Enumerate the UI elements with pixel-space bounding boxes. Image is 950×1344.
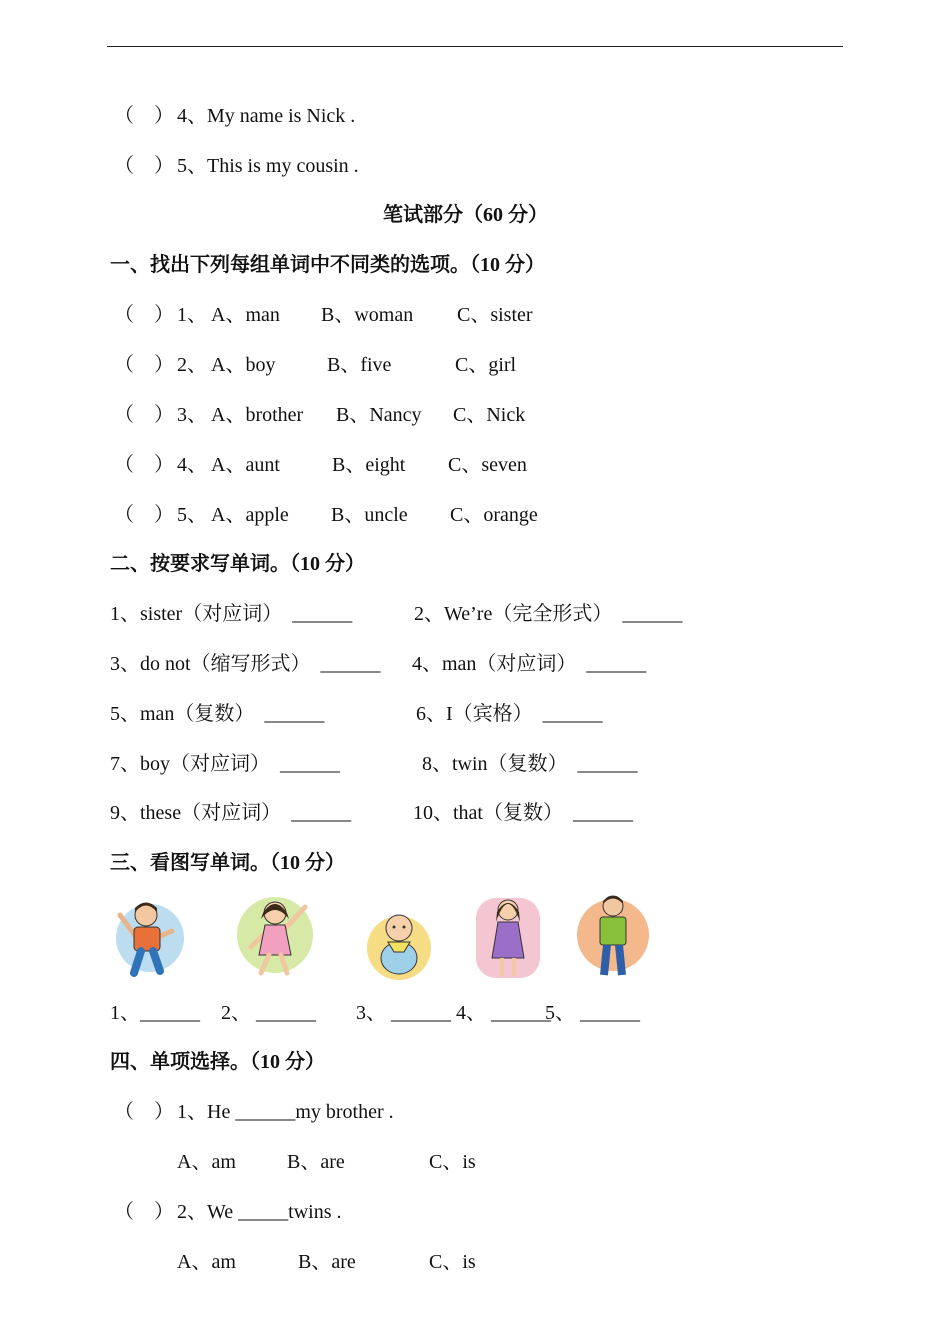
option-a: A、brother [211,404,304,426]
word-task-3: 3、do not（缩写形式） ______ [110,653,381,675]
answer-paren[interactable]: （ ） [114,105,174,127]
word-task-9: 9、these（对应词） ______ [110,802,352,824]
listening-question-4: 4、My name is Nick . [177,105,356,127]
answer-paren[interactable]: （ ） [114,354,174,376]
woman-figure [474,892,542,982]
written-part-title: 笔试部分（60 分） [383,204,548,226]
answer-paren[interactable]: （ ） [114,304,174,326]
choice-question-2: 2、We _____twins . [177,1201,342,1223]
word-task-5: 5、man（复数） ______ [110,703,325,725]
picture-blank-4[interactable]: 4、 ______ [456,1002,551,1024]
option-a: A、am [177,1151,236,1173]
question-number: 5、 [177,504,207,526]
option-b: B、woman [321,304,414,326]
word-task-10: 10、that（复数） ______ [413,802,633,824]
answer-paren[interactable]: （ ） [114,504,174,526]
option-a: A、aunt [211,454,280,476]
option-a: A、man [211,304,280,326]
question-number: 4、 [177,454,207,476]
boy-figure [108,893,188,983]
word-task-2: 2、We’re（完全形式） ______ [414,603,683,625]
option-c: C、seven [448,454,527,476]
picture-blank-5[interactable]: 5、 ______ [545,1002,640,1024]
option-c: C、Nick [453,404,526,426]
girl-figure [233,893,319,983]
header-rule [107,46,843,47]
picture-blank-2[interactable]: 2、 ______ [221,1002,316,1024]
picture-blank-3[interactable]: 3、 ______ [356,1002,451,1024]
word-task-8: 8、twin（复数） ______ [422,753,638,775]
section-2-title: 二、按要求写单词。（10 分） [110,553,365,575]
option-b: B、are [298,1251,356,1273]
answer-paren[interactable]: （ ） [114,1101,174,1123]
option-b: B、are [287,1151,345,1173]
picture-blank-1[interactable]: 1、______ [110,1002,200,1024]
question-number: 3、 [177,404,207,426]
question-number: 1、 [177,304,207,326]
option-c: C、girl [455,354,517,376]
option-a: A、apple [211,504,289,526]
section-3-title: 三、看图写单词。（10 分） [110,852,345,874]
answer-paren[interactable]: （ ） [114,155,174,177]
man-figure [574,891,652,981]
baby-figure [364,906,434,982]
word-task-4: 4、man（对应词） ______ [412,653,647,675]
answer-paren[interactable]: （ ） [114,1201,174,1223]
option-c: C、is [429,1251,476,1273]
section-4-title: 四、单项选择。（10 分） [110,1051,325,1073]
answer-paren[interactable]: （ ） [114,454,174,476]
answer-paren[interactable]: （ ） [114,404,174,426]
option-b: B、eight [332,454,406,476]
word-task-7: 7、boy（对应词） ______ [110,753,340,775]
word-task-1: 1、sister（对应词） ______ [110,603,353,625]
option-a: A、boy [211,354,276,376]
choice-question-1: 1、He ______my brother . [177,1101,394,1123]
option-c: C、sister [457,304,533,326]
option-b: B、five [327,354,392,376]
option-b: B、Nancy [336,404,422,426]
option-a: A、am [177,1251,236,1273]
question-number: 2、 [177,354,207,376]
word-task-6: 6、I（宾格） ______ [416,703,603,725]
option-b: B、uncle [331,504,408,526]
listening-question-5: 5、This is my cousin . [177,155,359,177]
section-1-title: 一、找出下列每组单词中不同类的选项。（10 分） [110,254,545,276]
option-c: C、orange [450,504,538,526]
option-c: C、is [429,1151,476,1173]
